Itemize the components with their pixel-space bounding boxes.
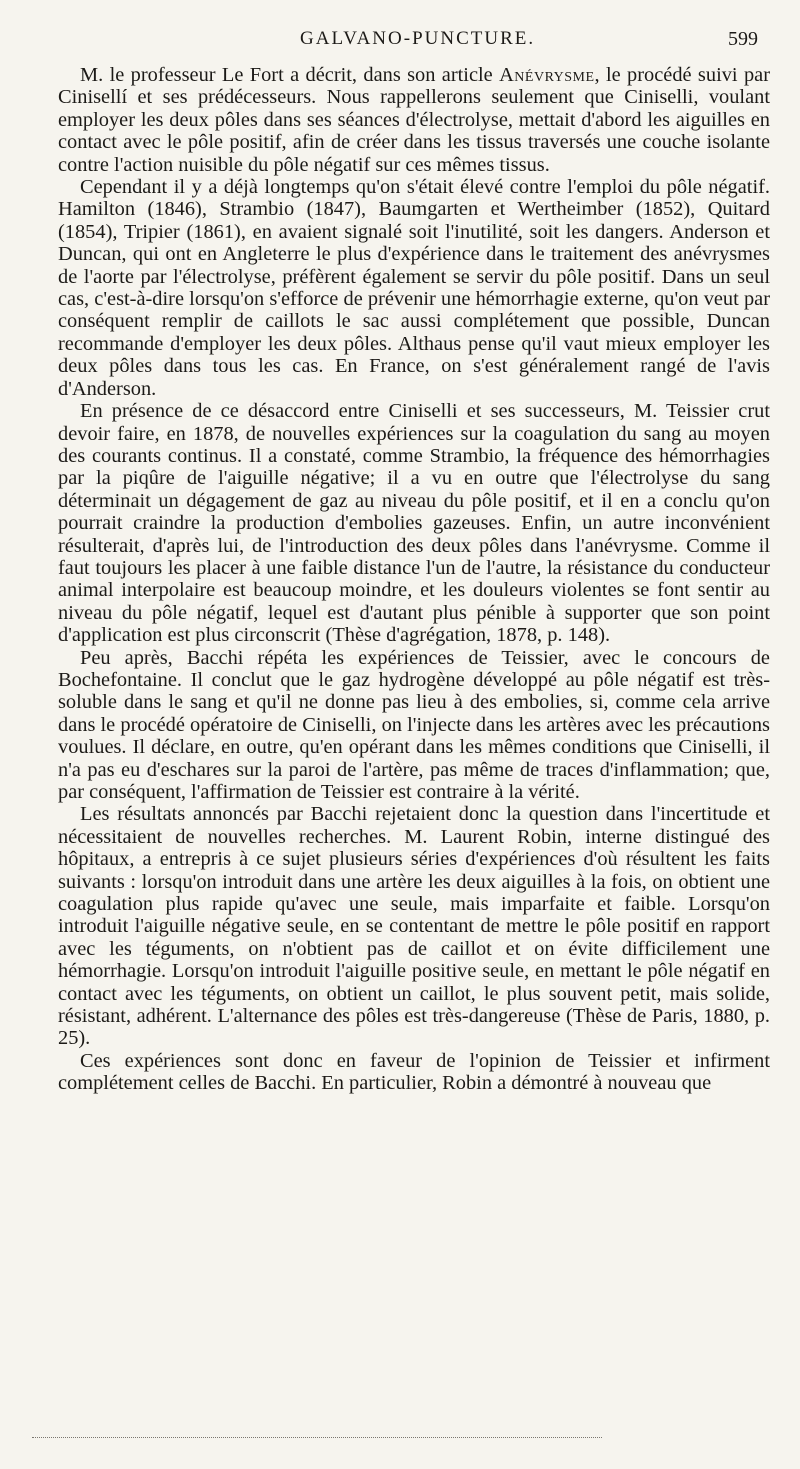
paragraph-1-rest: , le procédé suivi par Cinisellí et ses prédécesseurs. Nous rappellerons seulement que Ciniselli, voulant employer les deux pôles dans ses séances d'électrolyse, mettait d'abord les aiguilles en contact avec le pôle positif, afin de créer dans les tissus traversés une couche isolante contre l'action nuisible du pôle négatif sur ces mêmes tissus. bbox=[58, 64, 770, 176]
paragraph-3: En présence de ce désaccord entre Ciniselli et ses successeurs, M. Teissier crut devoir faire, en 1878, de nouvelles expériences sur la coagulation du sang au moyen des courants continus. Il a constaté, comme Strambio, la fréquence des hémorrhagies par la piqûre de l'aiguille négative; il a vu en outre que l'électrolyse du sang déterminait un dégagement de gaz au niveau du pôle positif, et il en a conclu qu'on pourrait craindre la production d'embolies gazeuses. Enfin, un autre inconvénient résulterait, d'après lui, de l'introduction des deux pôles dans l'anévrysme. Comme il faut toujours les placer à une faible distance l'un de l'autre, la résistance du conducteur animal interpolaire est beaucoup moindre, et les douleurs violentes se font sentir au niveau du pôle négatif, lequel est d'autant plus pénible à supporter que son point d'application est plus circonscrit (Thèse d'agrégation, 1878, p. 148). bbox=[58, 400, 770, 647]
page-number: 599 bbox=[728, 28, 758, 50]
running-head bbox=[0, 28, 800, 58]
article-title-smallcaps: Anévrysme bbox=[499, 64, 595, 86]
paragraph-1 bbox=[58, 64, 770, 176]
paragraph-4: Peu après, Bacchi répéta les expériences de Teissier, avec le concours de Bochefontaine. Il conclut que le gaz hydrogène développé au pôle négatif est très-soluble dans le sang et qu'il ne donne pas lieu à des embolies, si, comme cela arrive dans le procédé opératoire de Ciniselli, on l'injecte dans les artères avec les précautions voulues. Il déclare, en outre, qu'en opérant dans les mêmes conditions que Ciniselli, il n'a pas eu d'eschares sur la paroi de l'artère, pas même de traces d'inflammation; que, par conséquent, l'affirmation de Teissier est contraire à la vérité. bbox=[58, 646, 770, 803]
paragraph-1-lead: M. le professeur Le Fort a décrit, dans son article bbox=[80, 64, 500, 86]
running-title: GALVANO-PUNCTURE. bbox=[300, 28, 536, 49]
footer-rule bbox=[32, 1437, 602, 1438]
body-text bbox=[58, 64, 770, 1095]
paragraph-2: Cependant il y a déjà longtemps qu'on s'était élevé contre l'emploi du pôle négatif. Hamilton (1846), Strambio (1847), Baumgarten et Wertheimber (1852), Quitard (1854), Tripier (1861), en avaient signalé soit l'inutilité, soit les dangers. Anderson et Duncan, qui ont en Angleterre le plus d'expérience dans le traitement des anévrysmes de l'aorte par l'électrolyse, préfèrent également se servir du pôle positif. Dans un seul cas, c'est-à-dire lorsqu'on s'efforce de prévenir une hémorrhagie externe, qu'on veut par conséquent remplir de caillots le sac aussi complétement que possible, Duncan recommande d'employer les deux pôles. Althaus pense qu'il vaut mieux employer les deux pôles dans tous les cas. En France, on s'est généralement rangé de l'avis d'Anderson. bbox=[58, 176, 770, 400]
paragraph-6: Ces expériences sont donc en faveur de l'opinion de Teissier et infirment complétement celles de Bacchi. En particulier, Robin a démontré à nouveau que bbox=[58, 1049, 770, 1095]
paragraph-5: Les résultats annoncés par Bacchi rejetaient donc la question dans l'incertitude et nécessitaient de nouvelles recherches. M. Laurent Robin, interne distingué des hôpitaux, a entrepris à ce sujet plusieurs séries d'expériences d'où résultent les faits suivants : lorsqu'on introduit dans une artère les deux aiguilles à la fois, on obtient une coagulation plus rapide qu'avec une seule, mais imparfaite et faible. Lorsqu'on introduit l'aiguille négative seule, en se contentant de mettre le pôle positif en rapport avec les téguments, on n'obtient pas de caillot et on évite difficilement une hémorrhagie. Lorsqu'on introduit l'aiguille positive seule, en mettant le pôle négatif en contact avec les téguments, on obtient un caillot, le plus souvent petit, mais solide, résistant, adhérent. L'alternance des pôles est très-dangereuse (Thèse de Paris, 1880, p. 25). bbox=[58, 803, 770, 1050]
